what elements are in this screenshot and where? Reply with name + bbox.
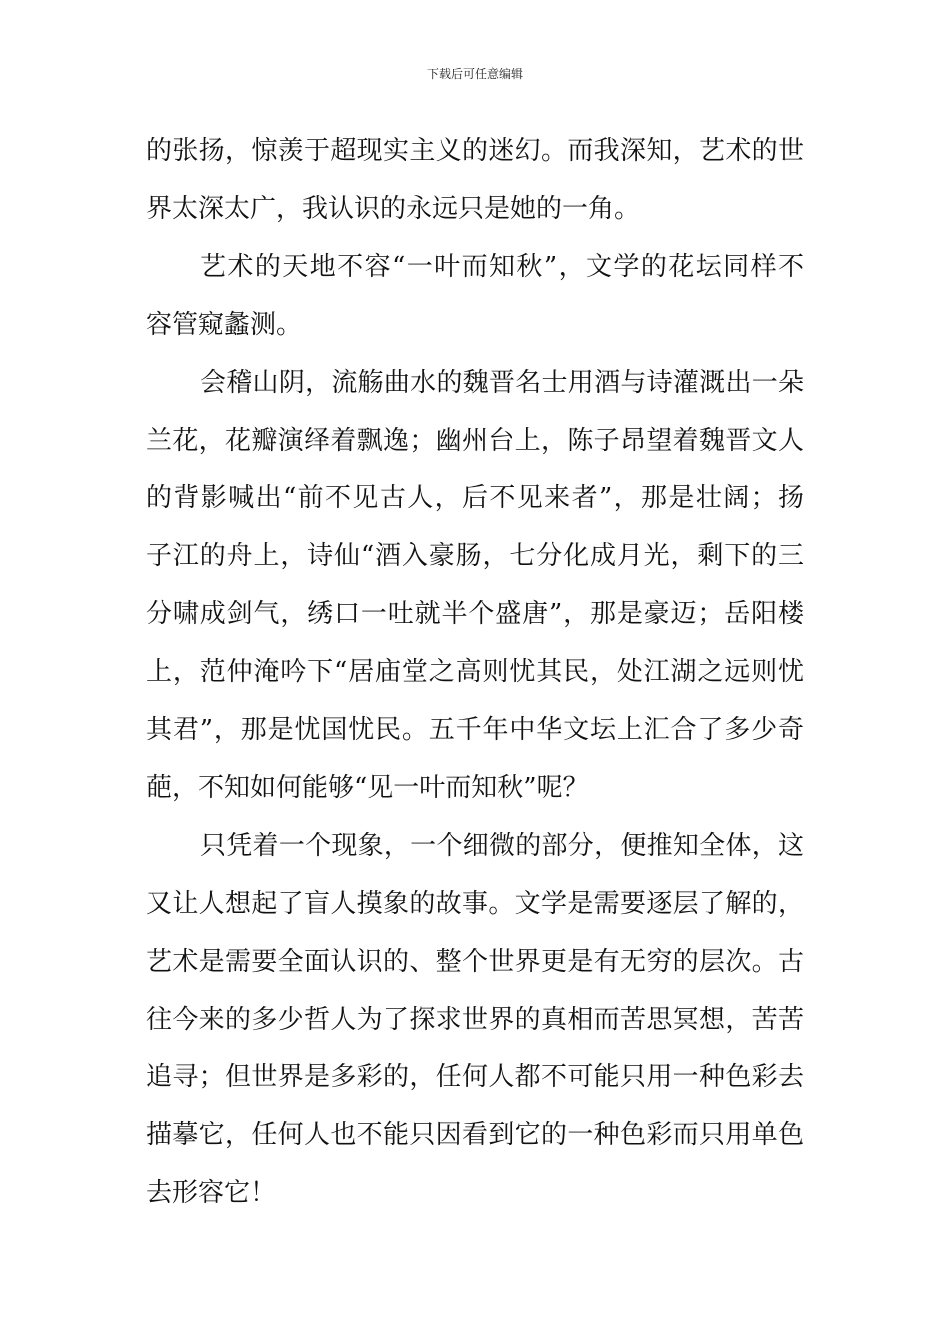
- text-line: 只凭着一个现象，一个细微的部分，便推知全体，这: [200, 831, 805, 861]
- text-line: 子江的舟上，诗仙“酒入豪肠，七分化成月光，剩下的三: [146, 541, 805, 571]
- text-line: 会稽山阴，流觞曲水的魏晋名士用酒与诗灌溉出一朵: [200, 368, 805, 398]
- text-line: 葩，不知如何能够“见一叶而知秋”呢？: [146, 773, 589, 803]
- text-line: 的张扬，惊羡于超现实主义的迷幻。而我深知，艺术的世: [146, 136, 805, 166]
- text-line: 其君”，那是忧国忧民。五千年中华文坛上汇合了多少奇: [146, 715, 805, 745]
- text-line: 艺术的天地不容“一叶而知秋”，文学的花坛同样不: [200, 252, 806, 282]
- text-line: 去形容它！: [146, 1178, 277, 1208]
- text-line: 描摹它，任何人也不能只因看到它的一种色彩而只用单色: [146, 1120, 805, 1150]
- text-line: 又让人想起了盲人摸象的故事。文学是需要逐层了解的，: [146, 889, 805, 919]
- text-line: 追寻；但世界是多彩的，任何人都不可能只用一种色彩去: [146, 1062, 805, 1092]
- text-line: 往今来的多少哲人为了探求世界的真相而苦思冥想，苦苦: [146, 1005, 805, 1035]
- text-line: 容管窥蠡测。: [146, 310, 303, 340]
- text-line: 界太深太广，我认识的永远只是她的一角。: [146, 194, 641, 224]
- text-line: 的背影喊出“前不见古人，后不见来者”，那是壮阔；扬: [146, 483, 806, 513]
- text-line: 艺术是需要全面认识的、整个世界更是有无穷的层次。古: [146, 947, 805, 977]
- text-line: 上，范仲淹吟下“居庙堂之高则忧其民，处江湖之远则忧: [146, 657, 805, 687]
- text-line: 分啸成剑气，绣口一吐就半个盛唐”，那是豪迈；岳阳楼: [146, 599, 805, 629]
- text-line: 兰花，花瓣演绎着飘逸；幽州台上，陈子昂望着魏晋文人: [146, 426, 805, 456]
- page-header: 下载后可任意编辑: [426, 67, 523, 81]
